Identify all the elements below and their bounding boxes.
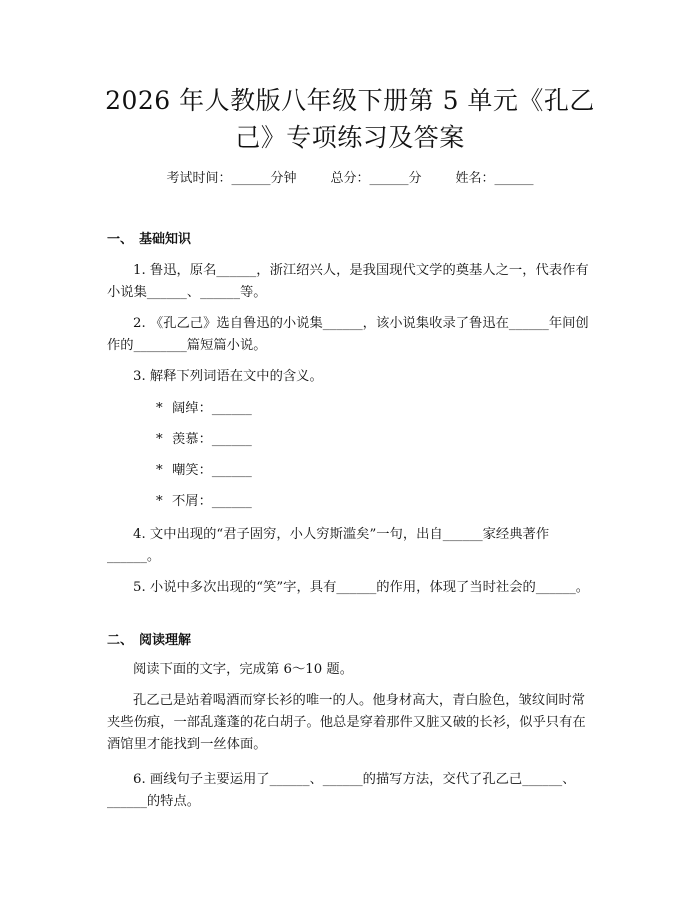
question-6: 6. 画线句子主要运用了______、______的描写方法，交代了孔乙己______、______的特点。 [107, 772, 576, 809]
question-4: 4. 文中出现的“君子固穷，小人穷斯滥矣”一句，出自______家经典著作______。 [107, 527, 550, 564]
q3-item-1 [156, 400, 252, 418]
reading-passage: 孔乙己是站着喝酒而穿长衫的唯一的人。他身材高大，青白脸色，皱纹间时常夹些伤痕，一部乱蓬蓬的花白胡子。他总是穿着那件又脏又破的长衫，似乎只有在酒馆里才能找到一丝体面。 [107, 693, 586, 752]
section-heading-reading [107, 632, 191, 650]
section-heading-basic [107, 231, 191, 249]
q3-item-text: 羡慕：______ [172, 432, 252, 447]
q3-item-text: 不屑：______ [172, 494, 252, 509]
section-number: 一、 [107, 232, 134, 247]
bullet-star-icon: * [156, 463, 163, 478]
q3-item-text: 阔绰：______ [172, 401, 252, 416]
student-name: 姓名：______ [455, 171, 534, 186]
exam-score: 总分：______分 [330, 171, 422, 186]
question-3: 3. 解释下列词语在文中的含义。 [133, 369, 323, 384]
question-5: 5. 小说中多次出现的“笑”字，具有______的作用，体现了当时社会的______。 [133, 580, 590, 595]
document-title: 2026 年人教版八年级下册第 5 单元《孔乙己》专项练习及答案 [105, 86, 595, 152]
section-label: 阅读理解 [139, 633, 192, 648]
exam-time: 考试时间：______分钟 [166, 171, 297, 186]
section-label: 基础知识 [139, 232, 192, 247]
q3-item-3 [156, 462, 252, 480]
exam-info [0, 170, 700, 188]
section-number: 二、 [107, 633, 134, 648]
q3-item-4 [156, 493, 252, 511]
q3-item-2 [156, 431, 252, 449]
question-2: 2. 《孔乙己》选自鲁迅的小说集______，该小说集收录了鲁迅在______年间创作的________篇短篇小说。 [107, 316, 589, 353]
question-1: 1. 鲁迅，原名______，浙江绍兴人，是我国现代文学的奠基人之一，代表作有小说集______、______等。 [107, 263, 589, 300]
reading-intro: 阅读下面的文字，完成第 6～10 题。 [133, 662, 353, 677]
bullet-star-icon: * [156, 401, 163, 416]
q3-item-text: 嘲笑：______ [172, 463, 252, 478]
bullet-star-icon: * [156, 432, 163, 447]
bullet-star-icon: * [156, 494, 163, 509]
